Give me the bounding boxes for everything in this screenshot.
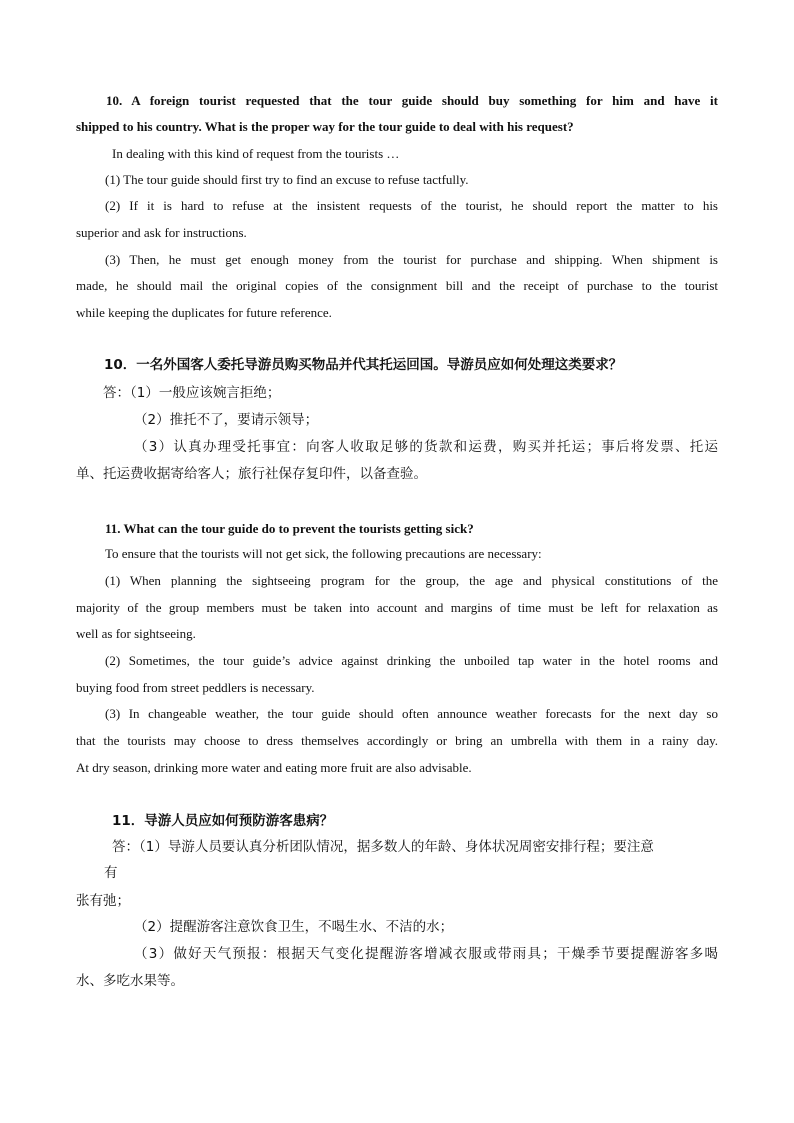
q10-en-point-3-line-2: made, he should mail the original copies of the consignment bill and the receipt of purchase to the tourist xyxy=(76,278,718,293)
q10-en-point-3-line-1: (3) Then, he must get enough money from the tourist for purchase and shipping. When shipment is xyxy=(105,252,718,267)
q11-en-point-3-line-3: At dry season, drinking more water and eating more fruit are also advisable. xyxy=(76,760,472,775)
q10-zh-answer-3-line-1: （3）认真办理受托事宜：向客人收取足够的货款和运费，购买并托运；事后将发票、托运 xyxy=(134,439,718,455)
q11-en-point-3-line-1: (3) In changeable weather, the tour guide should often announce weather forecasts for the next day so xyxy=(105,706,718,721)
q11-zh-answer-3-line-2: 水、多吃水果等。 xyxy=(76,973,184,989)
q10-en-title-line-2: shipped to his country. What is the proper way for the tour guide to deal with his request? xyxy=(76,119,574,134)
q11-en-point-2-line-2: buying food from street peddlers is necessary. xyxy=(76,680,315,695)
q10-en-title-line-1: 10. A foreign tourist requested that the tour guide should buy something for him and have it xyxy=(106,93,718,108)
q10-en-point-2-line-2: superior and ask for instructions. xyxy=(76,225,247,240)
q10-zh-answer-3-line-2: 单、托运费收据寄给客人；旅行社保存复印件，以备查验。 xyxy=(76,466,427,482)
q11-zh-answer-1-line-1: 答：（1）导游人员要认真分析团队情况，据多数人的年龄、身体状况周密安排行程；要注意 xyxy=(112,839,654,855)
q11-zh-title: 11．导游人员应如何预防游客患病？ xyxy=(112,813,334,829)
q11-en-point-1-line-1: (1) When planning the sightseeing program for the group, the age and physical constitutions of the xyxy=(105,573,718,588)
q11-en-point-2-line-1: (2) Sometimes, the tour guide’s advice against drinking the unboiled tap water in the hotel rooms and xyxy=(105,653,718,668)
q11-en-point-1-line-2: majority of the group members must be taken into account and margins of time must be left for relaxation as xyxy=(76,600,718,615)
q10-zh-title: 10．一名外国客人委托导游员购买物品并代其托运回国。导游员应如何处理这类要求？ xyxy=(104,357,623,373)
q10-zh-answer-1: 答：（1）一般应该婉言拒绝； xyxy=(103,385,281,401)
q10-en-point-2-line-1: (2) If it is hard to refuse at the insistent requests of the tourist, he should report the matter to his xyxy=(105,198,718,213)
q11-zh-answer-1-line-3: 张有弛； xyxy=(76,893,130,909)
q10-en-point-3-line-3: while keeping the duplicates for future reference. xyxy=(76,305,332,320)
q11-zh-answer-3-line-1: （3）做好天气预报：根据天气变化提醒游客增减衣服或带雨具；干燥季节要提醒游客多喝 xyxy=(134,946,718,962)
q10-en-point-1: (1) The tour guide should first try to find an excuse to refuse tactfully. xyxy=(105,172,469,187)
q10-zh-answer-2: （2）推托不了，要请示领导； xyxy=(134,412,319,428)
q11-en-point-3-line-2: that the tourists may choose to dress themselves accordingly or bring an umbrella with them in a rainy day. xyxy=(76,733,718,748)
q11-en-intro: To ensure that the tourists will not get sick, the following precautions are necessary: xyxy=(105,546,542,561)
q11-en-title: 11. What can the tour guide do to prevent the tourists getting sick? xyxy=(105,521,474,536)
q10-en-intro: In dealing with this kind of request from the tourists … xyxy=(112,146,400,161)
q11-zh-answer-1-line-2: 有 xyxy=(104,865,118,881)
q11-en-point-1-line-3: well as for sightseeing. xyxy=(76,626,196,641)
q11-zh-answer-2: （2）提醒游客注意饮食卫生，不喝生水、不洁的水； xyxy=(134,919,454,935)
